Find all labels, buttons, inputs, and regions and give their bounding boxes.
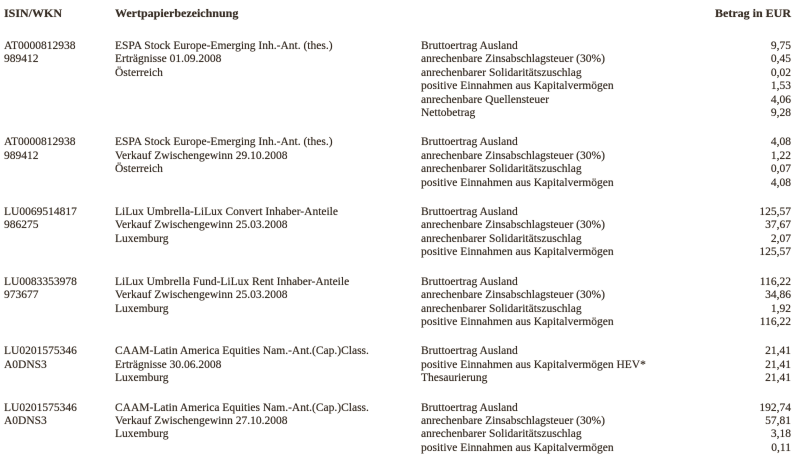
item-amount: 0,11 xyxy=(771,441,791,454)
position-block xyxy=(4,136,791,190)
isin-value: AT0000812938 xyxy=(4,40,76,52)
security-description-column xyxy=(115,206,421,246)
isin-wkn-column xyxy=(4,206,115,233)
header-isin-wkn: ISIN/WKN xyxy=(4,6,63,20)
item-label: positive Einnahmen aus Kapitalvermögen xyxy=(421,80,614,93)
item-amount: 34,86 xyxy=(765,289,791,302)
item-list xyxy=(421,345,791,385)
item-label: positive Einnahmen aus Kapitalvermögen xyxy=(421,176,614,189)
item-label: Nettobetrag xyxy=(421,107,476,120)
position-block xyxy=(4,345,791,385)
item-row xyxy=(421,163,791,176)
item-row xyxy=(421,345,791,358)
isin-value: LU0201575346 xyxy=(4,345,77,358)
wkn-value: 989412 xyxy=(4,53,39,66)
transaction-line: Verkauf Zwischengewinn 25.03.2008 xyxy=(115,219,288,232)
item-amount: 192,74 xyxy=(759,401,791,414)
wkn-value: 989412 xyxy=(4,149,39,162)
table-header xyxy=(4,6,791,20)
item-row xyxy=(421,233,791,246)
item-row xyxy=(421,428,791,441)
item-amount: 37,67 xyxy=(765,219,791,232)
item-amount: 21,41 xyxy=(765,372,791,385)
item-label: anrechenbare Zinsabschlagsteuer (30%) xyxy=(421,414,605,427)
item-list xyxy=(421,40,791,120)
item-row xyxy=(421,80,791,93)
item-row xyxy=(421,246,791,259)
item-list xyxy=(421,136,791,190)
isin-wkn-column xyxy=(4,402,115,429)
item-label: anrechenbarer Solidaritätszuschlag xyxy=(421,66,582,79)
amounts-column xyxy=(421,40,791,120)
item-label: Bruttoertrag Ausland xyxy=(421,206,518,219)
isin-value: LU0201575346 xyxy=(4,401,77,414)
country-line: Luxemburg xyxy=(115,232,169,245)
item-label: anrechenbarer Solidaritätszuschlag xyxy=(421,232,582,245)
item-row xyxy=(421,150,791,163)
country-line: Österreich xyxy=(115,66,163,79)
item-row xyxy=(421,359,791,372)
item-row xyxy=(421,442,791,455)
item-label: anrechenbarer Solidaritätszuschlag xyxy=(421,302,582,315)
security-name: ESPA Stock Europe-Emerging Inh.-Ant. (thes.) xyxy=(115,40,333,52)
amounts-column xyxy=(421,402,791,456)
item-row xyxy=(421,94,791,107)
item-list xyxy=(421,402,791,456)
security-name: CAAM-Latin America Equities Nam.-Ant.(Cap.)Class. xyxy=(115,345,369,358)
position-block xyxy=(4,402,791,456)
wkn-value: A0DNS3 xyxy=(4,414,47,427)
amounts-column xyxy=(421,276,791,330)
security-name: CAAM-Latin America Equities Nam.-Ant.(Cap.)Class. xyxy=(115,401,369,414)
item-label: Bruttoertrag Ausland xyxy=(421,40,518,52)
transaction-line: Verkauf Zwischengewinn 25.03.2008 xyxy=(115,289,288,302)
item-label: anrechenbarer Solidaritätszuschlag xyxy=(421,163,582,176)
item-amount: 116,22 xyxy=(759,315,791,328)
item-row xyxy=(421,67,791,80)
positions-list xyxy=(4,40,791,455)
isin-value: LU0083353978 xyxy=(4,275,77,288)
item-row xyxy=(421,40,791,53)
item-label: positive Einnahmen aus Kapitalvermögen HEV* xyxy=(421,358,646,371)
item-amount: 125,57 xyxy=(759,246,791,259)
item-row xyxy=(421,303,791,316)
item-amount: 9,75 xyxy=(770,40,791,52)
country-line: Luxemburg xyxy=(115,428,169,441)
item-label: positive Einnahmen aus Kapitalvermögen xyxy=(421,246,614,259)
security-description-column xyxy=(115,345,421,385)
item-label: Bruttoertrag Ausland xyxy=(421,345,518,358)
amounts-column xyxy=(421,345,791,385)
item-amount: 4,08 xyxy=(770,176,791,189)
item-row xyxy=(421,53,791,66)
item-amount: 2,07 xyxy=(770,232,791,245)
item-row xyxy=(421,402,791,415)
transaction-line: Erträgnisse 01.09.2008 xyxy=(115,53,222,66)
wkn-value: 986275 xyxy=(4,219,39,232)
item-label: positive Einnahmen aus Kapitalvermögen xyxy=(421,441,614,454)
item-list xyxy=(421,276,791,330)
security-description-column xyxy=(115,276,421,316)
transaction-line: Erträgnisse 30.06.2008 xyxy=(115,358,222,371)
item-amount: 4,08 xyxy=(770,136,791,149)
security-name: LiLux Umbrella Fund-LiLux Rent Inhaber-Anteile xyxy=(115,275,350,288)
item-label: Thesaurierung xyxy=(421,372,488,385)
item-row xyxy=(421,136,791,149)
item-label: Bruttoertrag Ausland xyxy=(421,136,518,149)
security-name: ESPA Stock Europe-Emerging Inh.-Ant. (thes.) xyxy=(115,136,333,149)
item-amount: 125,57 xyxy=(759,206,791,219)
security-description-column xyxy=(115,136,421,176)
item-amount: 0,07 xyxy=(770,163,791,176)
country-line: Luxemburg xyxy=(115,302,169,315)
item-row xyxy=(421,107,791,120)
item-amount: 21,41 xyxy=(765,358,791,371)
item-amount: 1,22 xyxy=(770,149,791,162)
item-amount: 21,41 xyxy=(765,345,791,358)
position-block xyxy=(4,276,791,330)
amounts-column xyxy=(421,136,791,190)
item-label: positive Einnahmen aus Kapitalvermögen xyxy=(421,315,614,328)
item-row xyxy=(421,276,791,289)
isin-wkn-column xyxy=(4,345,115,372)
item-label: anrechenbarer Solidaritätszuschlag xyxy=(421,428,582,441)
item-label: anrechenbare Zinsabschlagsteuer (30%) xyxy=(421,219,605,232)
isin-wkn-column xyxy=(4,40,115,67)
transaction-line: Verkauf Zwischengewinn 29.10.2008 xyxy=(115,149,288,162)
amounts-column xyxy=(421,206,791,260)
wkn-value: A0DNS3 xyxy=(4,358,47,371)
transaction-line: Verkauf Zwischengewinn 27.10.2008 xyxy=(115,414,288,427)
item-label: Bruttoertrag Ausland xyxy=(421,401,518,414)
item-amount: 57,81 xyxy=(765,414,791,427)
header-wertpapierbezeichnung: Wertpapierbezeichnung xyxy=(115,6,239,20)
isin-value: AT0000812938 xyxy=(4,136,76,149)
item-amount: 9,28 xyxy=(770,107,791,120)
header-betrag-in-eur: Betrag in EUR xyxy=(715,6,791,20)
item-amount: 0,45 xyxy=(770,53,791,66)
item-label: anrechenbare Zinsabschlagsteuer (30%) xyxy=(421,149,605,162)
item-row xyxy=(421,219,791,232)
item-row xyxy=(421,372,791,385)
item-amount: 116,22 xyxy=(759,275,791,288)
position-block xyxy=(4,40,791,120)
item-amount: 0,02 xyxy=(770,66,791,79)
item-label: anrechenbare Zinsabschlagsteuer (30%) xyxy=(421,289,605,302)
isin-wkn-column xyxy=(4,136,115,163)
item-row xyxy=(421,289,791,302)
wkn-value: 973677 xyxy=(4,289,39,302)
item-amount: 1,92 xyxy=(770,302,791,315)
security-name: LiLux Umbrella-LiLux Convert Inhaber-Anteile xyxy=(115,206,338,219)
item-list xyxy=(421,206,791,260)
isin-value: LU0069514817 xyxy=(4,206,77,219)
country-line: Luxemburg xyxy=(115,372,169,385)
item-row xyxy=(421,206,791,219)
item-amount: 3,18 xyxy=(770,428,791,441)
item-row xyxy=(421,415,791,428)
item-label: Bruttoertrag Ausland xyxy=(421,275,518,288)
item-amount: 1,53 xyxy=(770,80,791,93)
country-line: Österreich xyxy=(115,163,163,176)
security-description-column xyxy=(115,40,421,80)
item-row xyxy=(421,316,791,329)
item-amount: 4,06 xyxy=(770,93,791,106)
security-description-column xyxy=(115,402,421,442)
isin-wkn-column xyxy=(4,276,115,303)
item-label: anrechenbare Quellensteuer xyxy=(421,93,550,106)
position-block xyxy=(4,206,791,260)
item-label: anrechenbare Zinsabschlagsteuer (30%) xyxy=(421,53,605,66)
item-row xyxy=(421,177,791,190)
